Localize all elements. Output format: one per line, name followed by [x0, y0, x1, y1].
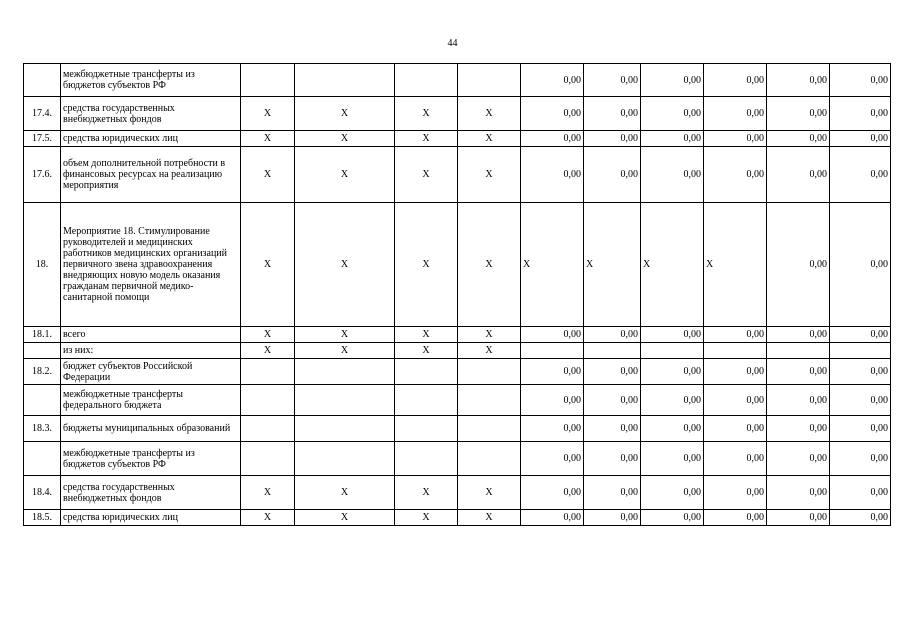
table-row: [24, 359, 891, 385]
table-cell: 0,00: [830, 64, 891, 97]
table-cell: 0,00: [521, 442, 584, 476]
table-cell: [458, 442, 521, 476]
row-number: 18.4.: [24, 476, 61, 510]
table-cell: 0,00: [641, 64, 704, 97]
table-cell: [830, 343, 891, 359]
table-cell: [395, 64, 458, 97]
table-cell: 0,00: [767, 203, 830, 327]
table-cell: 0,00: [830, 97, 891, 131]
table-cell: X: [395, 131, 458, 147]
table-cell: X: [584, 203, 641, 327]
table-cell: 0,00: [521, 97, 584, 131]
row-number: 18.3.: [24, 416, 61, 442]
table-cell: X: [395, 476, 458, 510]
table-cell: 0,00: [704, 327, 767, 343]
table-cell: X: [241, 131, 295, 147]
table-cell: 0,00: [704, 416, 767, 442]
row-number: 18.2.: [24, 359, 61, 385]
row-number: [24, 385, 61, 416]
table-cell: 0,00: [830, 416, 891, 442]
table-cell: 0,00: [704, 476, 767, 510]
table-cell: 0,00: [704, 385, 767, 416]
table-cell: X: [641, 203, 704, 327]
table-cell: X: [458, 97, 521, 131]
table-cell: X: [241, 327, 295, 343]
table-cell: 0,00: [704, 359, 767, 385]
table-cell: X: [458, 343, 521, 359]
table-cell: 0,00: [641, 442, 704, 476]
table-cell: 0,00: [584, 97, 641, 131]
row-number: [24, 343, 61, 359]
table-cell: 0,00: [830, 359, 891, 385]
table-cell: 0,00: [767, 64, 830, 97]
table-cell: X: [295, 147, 395, 203]
table-cell: 0,00: [521, 64, 584, 97]
table-cell: 0,00: [830, 385, 891, 416]
table-cell: 0,00: [830, 442, 891, 476]
table-cell: X: [395, 343, 458, 359]
table-cell: 0,00: [521, 359, 584, 385]
table-cell: 0,00: [830, 131, 891, 147]
table-cell: 0,00: [521, 510, 584, 526]
table-row: [24, 64, 891, 97]
table-cell: [295, 385, 395, 416]
row-name: межбюджетные трансферты федерального бюджета: [61, 385, 241, 416]
table-cell: 0,00: [704, 131, 767, 147]
table-cell: [458, 416, 521, 442]
table-cell: 0,00: [767, 510, 830, 526]
row-name: объем дополнительной потребности в финансовых ресурсах на реализацию мероприятия: [61, 147, 241, 203]
table-cell: X: [241, 343, 295, 359]
row-name: Мероприятие 18. Стимулирование руководителей и медицинских работников медицинских организаций первичного звена здравоохранения внедряющих новую модель оказания гражданам первичной медико-санитарной помощи: [61, 203, 241, 327]
table-cell: 0,00: [641, 385, 704, 416]
table-cell: [241, 385, 295, 416]
table-row: [24, 327, 891, 343]
table-cell: 0,00: [521, 327, 584, 343]
table-cell: X: [295, 476, 395, 510]
table-cell: 0,00: [584, 476, 641, 510]
table-cell: 0,00: [830, 476, 891, 510]
table-cell: 0,00: [521, 147, 584, 203]
table-cell: 0,00: [704, 442, 767, 476]
table-cell: 0,00: [584, 510, 641, 526]
table-cell: 0,00: [830, 203, 891, 327]
table-cell: 0,00: [767, 327, 830, 343]
table-cell: 0,00: [704, 147, 767, 203]
table-cell: X: [295, 97, 395, 131]
table-cell: [641, 343, 704, 359]
table-cell: 0,00: [584, 416, 641, 442]
table-cell: [395, 385, 458, 416]
table-cell: [767, 343, 830, 359]
table-cell: 0,00: [830, 327, 891, 343]
table-cell: X: [241, 203, 295, 327]
table-cell: X: [241, 510, 295, 526]
row-name: средства государственных внебюджетных фондов: [61, 97, 241, 131]
table-cell: X: [458, 131, 521, 147]
table-cell: 0,00: [641, 510, 704, 526]
table-cell: X: [395, 510, 458, 526]
table-cell: X: [295, 510, 395, 526]
table-cell: 0,00: [584, 327, 641, 343]
table-cell: X: [295, 203, 395, 327]
table-cell: 0,00: [641, 476, 704, 510]
table-cell: [241, 442, 295, 476]
row-name: средства юридических лиц: [61, 510, 241, 526]
table-cell: X: [295, 343, 395, 359]
row-name: средства государственных внебюджетных фондов: [61, 476, 241, 510]
table-row: [24, 97, 891, 131]
table-cell: 0,00: [521, 416, 584, 442]
table-cell: X: [395, 97, 458, 131]
table-cell: X: [458, 327, 521, 343]
table-cell: X: [395, 147, 458, 203]
table-cell: X: [241, 97, 295, 131]
row-name: бюджеты муниципальных образований: [61, 416, 241, 442]
row-number: 18.: [24, 203, 61, 327]
table-cell: [395, 416, 458, 442]
page-number: 44: [447, 38, 458, 49]
table-cell: 0,00: [704, 97, 767, 131]
table-cell: [241, 359, 295, 385]
table-cell: 0,00: [584, 147, 641, 203]
table-cell: [395, 359, 458, 385]
row-name: бюджет субъектов Российской Федерации: [61, 359, 241, 385]
table-cell: [521, 343, 584, 359]
table-cell: [584, 343, 641, 359]
table-cell: X: [241, 476, 295, 510]
table-cell: 0,00: [641, 97, 704, 131]
table-row: [24, 385, 891, 416]
table-cell: 0,00: [584, 442, 641, 476]
row-number: 18.5.: [24, 510, 61, 526]
table-cell: 0,00: [704, 510, 767, 526]
row-name: средства юридических лиц: [61, 131, 241, 147]
row-name: всего: [61, 327, 241, 343]
table-cell: 0,00: [767, 359, 830, 385]
table-cell: [704, 343, 767, 359]
table-cell: 0,00: [584, 385, 641, 416]
table-cell: [241, 64, 295, 97]
table-cell: X: [458, 510, 521, 526]
table-cell: [241, 416, 295, 442]
table-cell: 0,00: [641, 359, 704, 385]
table-cell: 0,00: [767, 416, 830, 442]
table-cell: 0,00: [584, 359, 641, 385]
table-cell: 0,00: [767, 97, 830, 131]
row-number: [24, 64, 61, 97]
table-row: [24, 510, 891, 526]
row-name: межбюджетные трансферты из бюджетов субъектов РФ: [61, 442, 241, 476]
table-row: [24, 147, 891, 203]
table-cell: X: [458, 147, 521, 203]
table-cell: 0,00: [767, 442, 830, 476]
table-cell: 0,00: [641, 131, 704, 147]
table-row: [24, 131, 891, 147]
budget-table-body: [24, 64, 891, 526]
table-cell: 0,00: [521, 131, 584, 147]
table-cell: X: [395, 327, 458, 343]
table-cell: 0,00: [767, 147, 830, 203]
table-cell: X: [458, 203, 521, 327]
table-cell: 0,00: [641, 327, 704, 343]
table-cell: [295, 64, 395, 97]
table-cell: [295, 416, 395, 442]
table-row: [24, 416, 891, 442]
table-row: [24, 343, 891, 359]
table-row: [24, 442, 891, 476]
table-cell: X: [458, 476, 521, 510]
table-cell: 0,00: [641, 416, 704, 442]
table-cell: 0,00: [521, 385, 584, 416]
row-number: 18.1.: [24, 327, 61, 343]
table-cell: 0,00: [584, 64, 641, 97]
row-number: 17.4.: [24, 97, 61, 131]
table-cell: X: [521, 203, 584, 327]
table-row: [24, 203, 891, 327]
row-name: из них:: [61, 343, 241, 359]
table-cell: 0,00: [830, 510, 891, 526]
table-cell: [458, 385, 521, 416]
table-cell: [295, 359, 395, 385]
table-cell: [458, 64, 521, 97]
table-cell: [295, 442, 395, 476]
table-cell: 0,00: [767, 385, 830, 416]
table-cell: 0,00: [767, 131, 830, 147]
table-row: [24, 476, 891, 510]
table-cell: 0,00: [704, 64, 767, 97]
table-cell: 0,00: [521, 476, 584, 510]
table-cell: X: [395, 203, 458, 327]
table-cell: [395, 442, 458, 476]
table-cell: 0,00: [641, 147, 704, 203]
table-cell: X: [704, 203, 767, 327]
table-cell: X: [241, 147, 295, 203]
row-number: 17.5.: [24, 131, 61, 147]
table-cell: X: [295, 327, 395, 343]
table-cell: 0,00: [767, 476, 830, 510]
table-cell: 0,00: [584, 131, 641, 147]
table-cell: 0,00: [830, 147, 891, 203]
table-cell: X: [295, 131, 395, 147]
row-name: межбюджетные трансферты из бюджетов субъектов РФ: [61, 64, 241, 97]
budget-table: [23, 63, 891, 526]
row-number: [24, 442, 61, 476]
row-number: 17.6.: [24, 147, 61, 203]
table-cell: [458, 359, 521, 385]
